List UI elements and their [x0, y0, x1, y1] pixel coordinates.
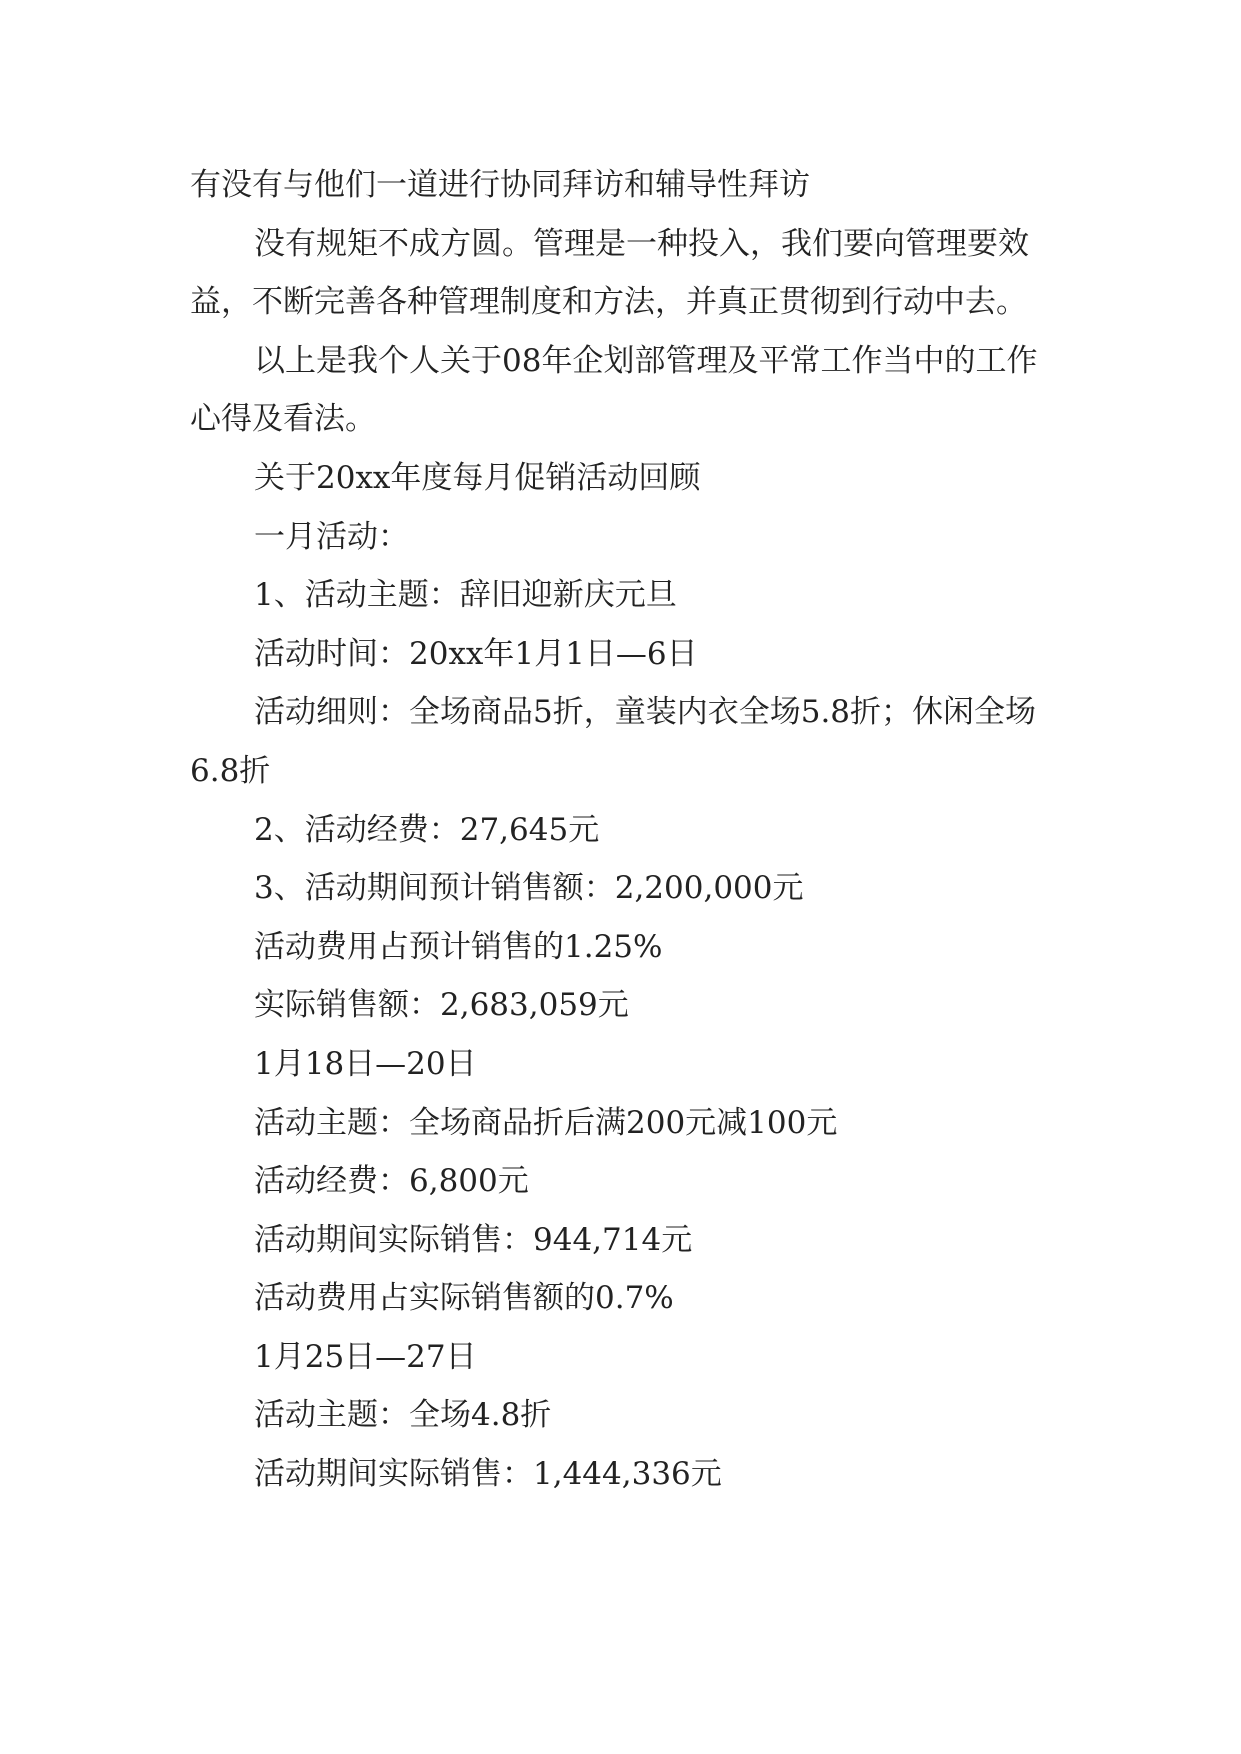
activity-actual-sales-1: 实际销售额：2,683,059元 [254, 987, 629, 1024]
subheading-january-activities: 一月活动： [254, 518, 409, 555]
activity-expected-sales-1: 3、活动期间预计销售额：2,200,000元 [254, 870, 804, 907]
activity-time-1: 活动时间：20xx年1月1日—6日 [254, 635, 698, 672]
activity-budget-2: 活动经费：6,800元 [254, 1163, 529, 1200]
activity-cost-ratio-1: 活动费用占预计销售的1.25% [254, 928, 663, 965]
activity-theme-2: 活动主题：全场商品折后满200元减100元 [254, 1104, 838, 1141]
activity-date-3: 1月25日—27日 [254, 1338, 477, 1375]
section-heading-promotion-review: 关于20xx年度每月促销活动回顾 [254, 459, 701, 496]
activity-actual-sales-2: 活动期间实际销售：944,714元 [254, 1221, 693, 1258]
paragraph-closing-summary: 以上是我个人关于08年企划部管理及平常工作当中的工作心得及看法。 [190, 342, 1038, 438]
paragraph-visit-note: 有没有与他们一道进行协同拜访和辅导性拜访 [190, 167, 810, 203]
activity-theme-3: 活动主题：全场4.8折 [254, 1397, 552, 1434]
activity-date-2: 1月18日—20日 [254, 1045, 477, 1082]
activity-theme-1: 1、活动主题：辞旧迎新庆元旦 [254, 577, 677, 614]
document-body [190, 156, 1060, 1504]
paragraph-management-rules: 没有规矩不成方圆。管理是一种投入，我们要向管理要效益，不断完善各种管理制度和方法，并真正贯彻到行动中去。 [190, 225, 1029, 321]
activity-cost-ratio-2: 活动费用占实际销售额的0.7% [254, 1280, 674, 1317]
activity-budget-1: 2、活动经费：27,645元 [254, 811, 600, 848]
activity-rules-1: 活动细则：全场商品5折，童装内衣全场5.8折；休闲全场6.8折 [190, 694, 1037, 789]
activity-actual-sales-3: 活动期间实际销售：1,444,336元 [254, 1456, 722, 1493]
